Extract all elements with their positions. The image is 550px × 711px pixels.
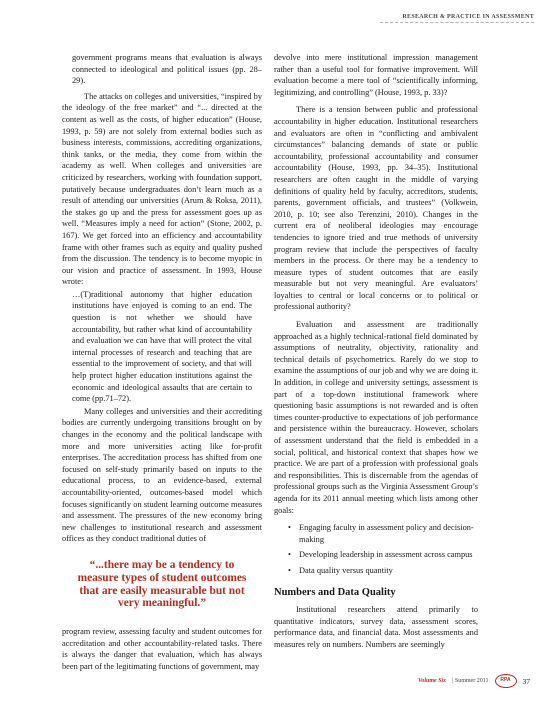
body-paragraph: The attacks on colleges and universities, “inspired by the ideology of the free market” and “... directed at the content as well as the costs, of higher education” (House, 1993, p. 59) are not solely from external bodies such as business interests, commissions, accrediting organizations, think tanks, or the media, they come from within the academy as well. When colleges and universities are criticized by researchers, working with foundation support, putatively because undergraduates don’t learn much as a result of attending our universities (Arum & Roksa, 2011), the stakes go up and the press for assessment goes up as well. “Measures imply a need for action” (Stone, 2002, p. 167). We get forced into an efficiency and accountability frame with other frames such as equity and quality pushed from the discussion. The tendency is to become myopic in our vision and practice of assessment. In 1993, House wrote: — [62, 91, 262, 287]
body-paragraph: Institutional researchers attend primarily to quantitative indicators, survey data, assessment scores, performance data, and financial data. Most assessments and measures rely on numbers. Numbers are seemingly — [274, 605, 478, 649]
running-header — [380, 10, 534, 26]
block-quote: …(T)raditional autonomy that higher education institutions have enjoyed is coming to an end. The question is not whether we should have accountability, but rather what kind of accountability and evaluation we can have that will protect the vital internal processes of research and teaching that are essential to the improvement of society, and that will help protect higher education institutions against the economic and ideological assaults that are certain to come (pp.71–72). — [72, 289, 252, 404]
bullet: • — [288, 565, 291, 575]
journal-issue: | Summer 2011 — [452, 678, 489, 684]
running-head-text: RESEARCH & PRACTICE IN ASSESSMENT — [398, 14, 534, 20]
page-number: 37 — [522, 676, 530, 686]
page-footer — [418, 673, 530, 689]
body-paragraph: devolve into mere institutional impression management rather than a useful tool for formative improvement. Will evaluation become a mere tool of “scientifically informing, legitimizing, and controlling” (House, 1993, p. 33)? — [274, 53, 478, 97]
bullet: • — [288, 550, 291, 560]
body-paragraph: Evaluation and assessment are traditionally approached as a highly technical-rational field dominated by assumptions of neutrality, objectivity, rationality and technical details of psychometrics. Rarely do we stop to examine the assumptions of our job and why we are doing it. In addition, in college and university settings, assessment is part of a top-down institutional framework where questioning basic assumptions is not rewarded and is often times counter-productive to expectations of job performance and persistence within the bureaucracy. However, scholars of assessment understand that the field is embedded in a social, political, and historical context that shapes how we practice. We are part of a profession with professional goals and responsibilities. This is discernable from the agendas of professional groups such as the Virginia Assessment Group’s agenda for its 2011 annual meeting which lists among other goals: — [274, 320, 478, 515]
journal-volume: Volume Six — [418, 678, 447, 684]
header-rule — [380, 22, 534, 23]
pull-quote: “...there may be a tendency to measure types of student outcomes that are easily measurable but not very meaningful.” — [77, 558, 247, 610]
body-paragraph: There is a tension between public and professional accountability in higher education. Institutional researchers and evaluators are often in “conflicting and ambivalent circumstances” balancing demands of state or public accountability, professional accountability and consumer accountability (House, 1993, pp. 34–35). Institutional researchers are often caught in the middle of varying definitions of quality held by faculty, accreditors, students, parents, government officials, and trustees” (Volkwein, 2010, p. 10; see also Terenzini, 2010). Changes in the current era of neoliberal ideologies may encourage tendencies to ignore tried and true methods of university program review that include the perspectives of faculty members in the process. Or there may be a tendency to measure types of student outcomes that are easily measurable but not very meaningful. Are evaluators’ loyalties to central or local concerns or to political or professional authority? — [274, 105, 478, 312]
body-paragraph: program review, assessing faculty and student outcomes for accreditation and other accountability-related tasks. There is always the danger that evaluation, which has always been part of the legitimating functions of government, may — [62, 627, 262, 671]
quote-continuation: government programs means that evaluation is always connected to ideological and political issues (pp. 28–29). — [72, 53, 262, 86]
list-item: • Data quality versus quantity — [288, 565, 393, 575]
journal-logo-icon: RPA — [495, 674, 517, 688]
section-heading: Numbers and Data Quality — [274, 586, 396, 598]
goals-list — [274, 522, 478, 576]
bullet: • — [288, 523, 291, 533]
body-paragraph: Many colleges and universities and their accrediting bodies are currently undergoing transitions brought on by changes in the economy and the political landscape with more and more universities acting like for-profit enterprises. The accreditation process has shifted from one focused on self-study primarily based on inputs to the educational process, to an evidence-based, external accountability-oriented, outcomes-based model which focuses significantly on student learning outcome measures and assessment. The pressures of the new economy bring new challenges to institutional research and assessment offices as they conduct traditional duties of — [62, 406, 262, 544]
left-column — [62, 52, 262, 673]
right-column — [274, 52, 478, 651]
list-item: • Engaging faculty in assessment policy and decision-making — [288, 523, 474, 544]
list-item: • Developing leadership in assessment across campus — [288, 550, 473, 560]
